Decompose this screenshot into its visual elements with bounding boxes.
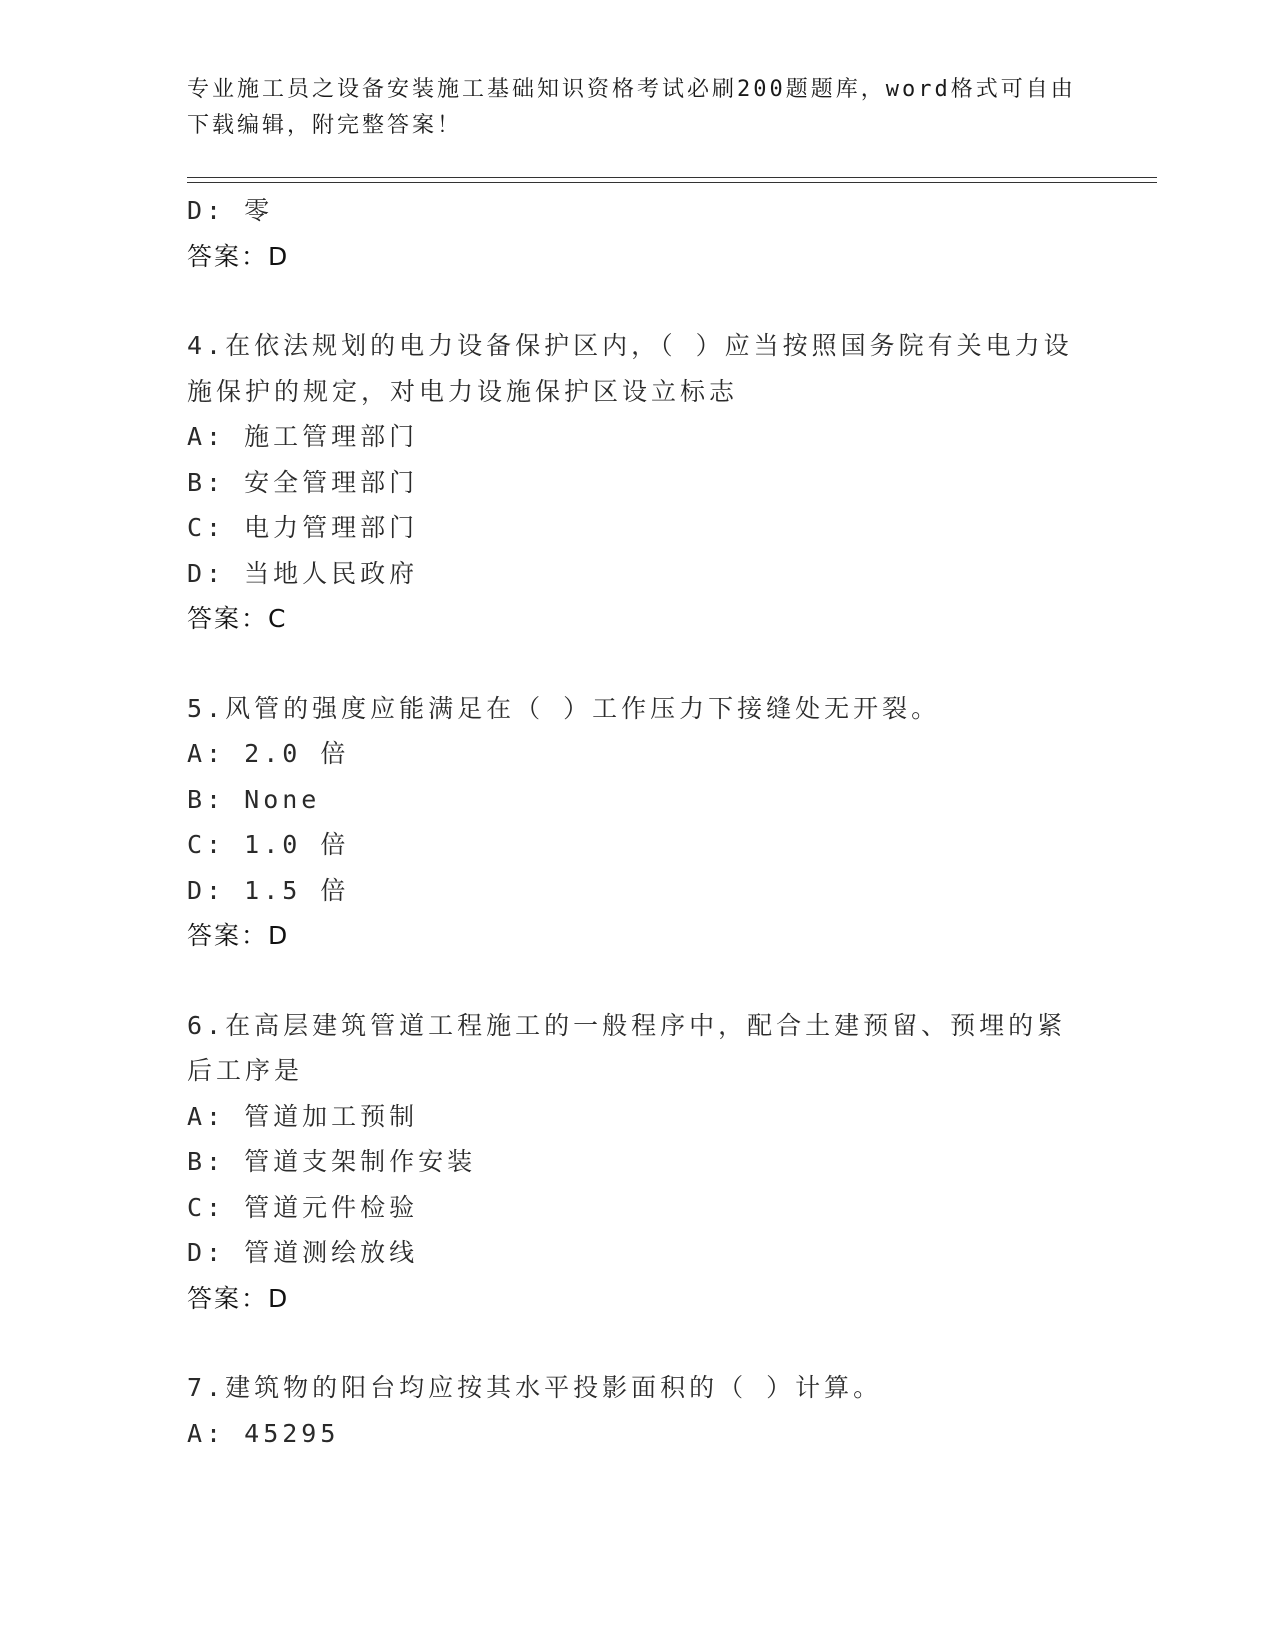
- header-divider-bottom: [187, 182, 1157, 183]
- document-header: [187, 72, 1087, 144]
- option-c: C: 电力管理部门: [187, 513, 419, 542]
- option-d: D: 管道测绘放线: [187, 1238, 419, 1267]
- option-a: A: 45295: [187, 1418, 340, 1448]
- question-stem-line-1: 4.在依法规划的电力设备保护区内，（ ）应当按照国务院有关电力设: [187, 331, 1073, 360]
- option-b: B: 安全管理部门: [187, 467, 419, 497]
- option-d: D: 当地人民政府: [187, 558, 419, 588]
- answer-line: 答案：D: [187, 921, 290, 950]
- question-5: [187, 686, 1087, 959]
- question-stem-line-2: 后工序是: [187, 1056, 304, 1085]
- question-stem-line-1: 5.风管的强度应能满足在（ ）工作压力下接缝处无开裂。: [187, 693, 941, 723]
- question-stem-line-2: 施保护的规定，对电力设施保护区设立标志: [187, 376, 739, 406]
- question-6: [187, 1003, 1087, 1322]
- option-a: A: 施工管理部门: [187, 422, 419, 451]
- option-b: B: None: [187, 784, 321, 814]
- question-content: [187, 188, 1087, 1456]
- answer-line: 答案：D: [187, 241, 290, 271]
- option-d: D: 零: [187, 196, 274, 225]
- previous-question-tail: [187, 188, 1087, 279]
- answer-line: 答案：D: [187, 1283, 290, 1313]
- question-7: [187, 1365, 1087, 1456]
- header-line-2: 下载编辑，附完整答案！: [187, 113, 463, 138]
- question-4: [187, 323, 1087, 642]
- question-stem-line-1: 7.建筑物的阳台均应按其水平投影面积的（ ）计算。: [187, 1373, 883, 1402]
- option-a: A: 管道加工预制: [187, 1101, 419, 1131]
- option-a: A: 2.0 倍: [187, 739, 350, 768]
- option-d: D: 1.5 倍: [187, 875, 350, 905]
- question-stem-line-1: 6.在高层建筑管道工程施工的一般程序中，配合土建预留、预埋的紧: [187, 1010, 1067, 1040]
- header-divider-top: [187, 177, 1157, 178]
- header-line-1: 专业施工员之设备安装施工基础知识资格考试必刷200题题库，word格式可自由: [187, 77, 1076, 102]
- answer-line: 答案：C: [187, 604, 288, 633]
- option-c: C: 1.0 倍: [187, 830, 350, 859]
- option-b: B: 管道支架制作安装: [187, 1147, 477, 1176]
- option-c: C: 管道元件检验: [187, 1192, 419, 1222]
